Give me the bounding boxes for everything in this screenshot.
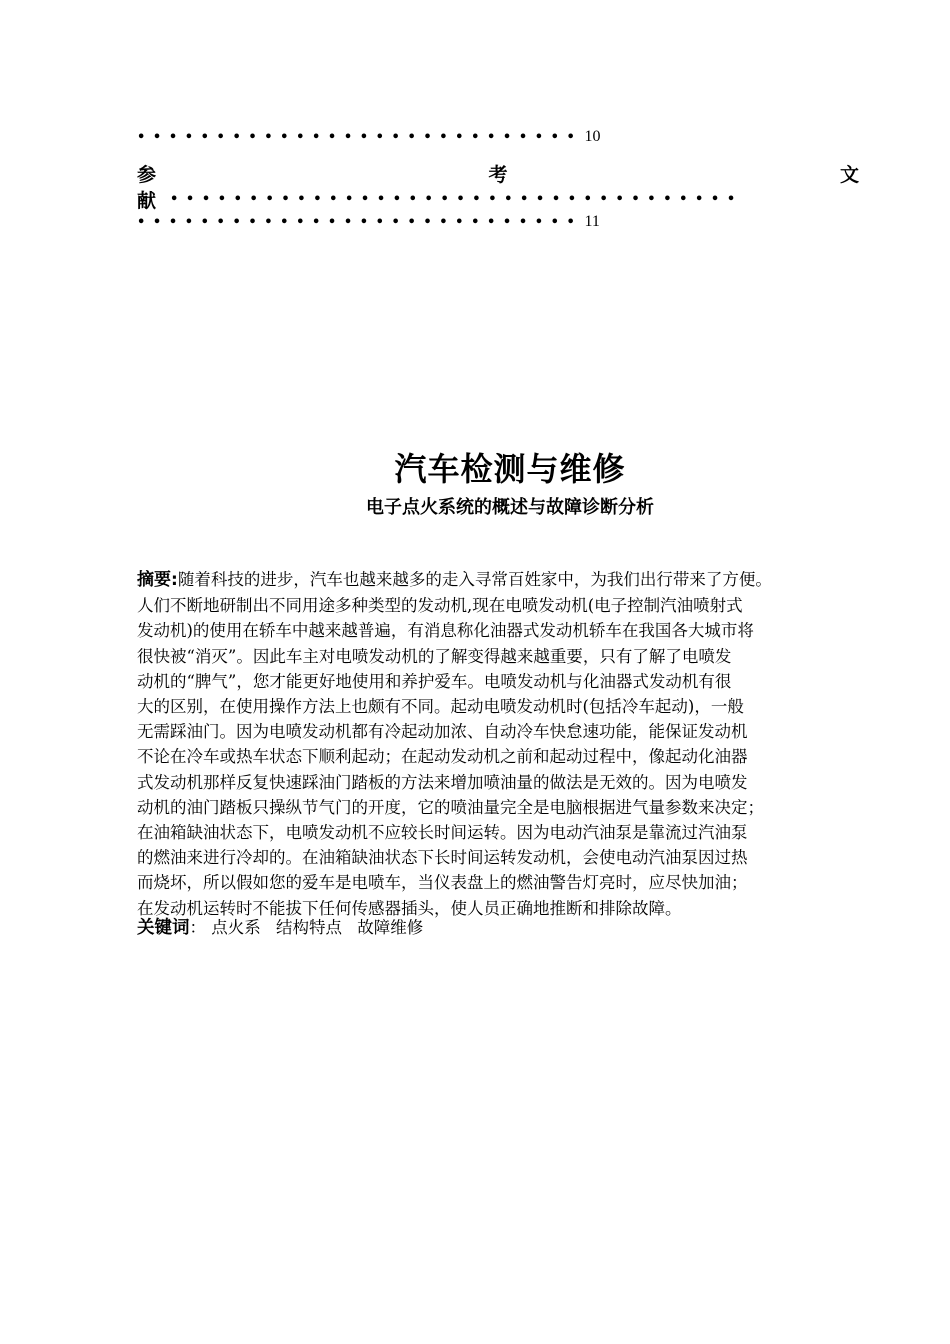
- keywords-label: 关键词: [137, 918, 190, 938]
- abstract-line: 人们不断地研制出不同用途多种类型的发动机,现在电喷发动机(电子控制汽油喷射式: [137, 596, 743, 616]
- toc-ref-char: 考: [488, 163, 508, 186]
- keyword: 结构特点: [276, 918, 342, 937]
- toc-ref-char: 参: [137, 163, 157, 186]
- toc-leader-dots: ••••••••••••••••••••••••••••: [137, 214, 583, 230]
- abstract-line: 无需踩油门。因为电喷发动机都有冷起动加浓、自动冷车快怠速功能，能保证发动机: [137, 722, 748, 742]
- document-title: 汽车检测与维修: [394, 450, 626, 488]
- keywords-colon: ：: [189, 918, 206, 937]
- toc-entry-references[interactable]: [137, 160, 859, 186]
- abstract-line: 发动机)的使用在轿车中越来越普遍，有消息称化油器式发动机轿车在我国各大城市将: [137, 621, 754, 641]
- abstract-text: 随着科技的进步，汽车也越来越多的走入寻常百姓家中，为我们出行带来了方便。: [177, 570, 772, 589]
- abstract-line: 不论在冷车或热车状态下顺利起动；在起动发动机之前和起动过程中，像起动化油器: [137, 747, 748, 767]
- keyword: 点火系: [211, 918, 261, 937]
- abstract-line: 而烧坏，所以假如您的爱车是电喷车，当仪表盘上的燃油警告灯亮时，应尽快加油；: [137, 873, 748, 893]
- toc-ref-char: 文: [839, 163, 859, 186]
- abstract: [137, 567, 877, 921]
- toc-leader-dots: ••••••••••••••••••••••••••••: [137, 129, 583, 145]
- toc-entry-continuation: [137, 124, 600, 150]
- abstract-label: 摘要:: [137, 570, 178, 590]
- toc-page-number: 11: [584, 213, 600, 230]
- abstract-line: 动机的油门踏板只操纵节气门的开度，它的喷油量完全是电脑根据进气量参数来决定；: [137, 797, 764, 817]
- abstract-line: 大的区别，在使用操作方法上也颇有不同。起动电喷发动机时(包括冷车起动)，一般: [137, 697, 744, 717]
- abstract-line: 式发动机那样反复快速踩油门踏板的方法来增加喷油量的做法是无效的。因为电喷发: [137, 772, 748, 792]
- abstract-line: 在油箱缺油状态下，电喷发动机不应较长时间运转。因为电动汽油泵是靠流过汽油泵: [137, 823, 748, 843]
- abstract-line: 很快被“消灭”。因此车主对电喷发动机的了解变得越来越重要，只有了解了电喷发: [137, 646, 732, 666]
- toc-ref-char: 献: [137, 189, 157, 212]
- keywords: [137, 915, 433, 941]
- abstract-line: 动机的“脾气”，您才能更好地使用和养护爱车。电喷发动机与化油器式发动机有很: [137, 671, 732, 691]
- abstract-line: [137, 567, 877, 593]
- keyword: 故障维修: [357, 918, 424, 937]
- toc-leader-dots: ••••••••••••••••••••••••••••••••••••: [170, 191, 743, 207]
- toc-entry-references-page: [137, 209, 600, 235]
- toc-page-number: 10: [584, 128, 601, 145]
- document-subtitle: 电子点火系统的概述与故障诊断分析: [366, 497, 654, 518]
- abstract-line: 在发动机运转时不能拔下任何传感器插头，使人员正确地推断和排除故障。: [137, 898, 682, 918]
- abstract-line: 的燃油来进行冷却的。在油箱缺油状态下长时间运转发动机，会使电动汽油泵因过热: [137, 848, 748, 868]
